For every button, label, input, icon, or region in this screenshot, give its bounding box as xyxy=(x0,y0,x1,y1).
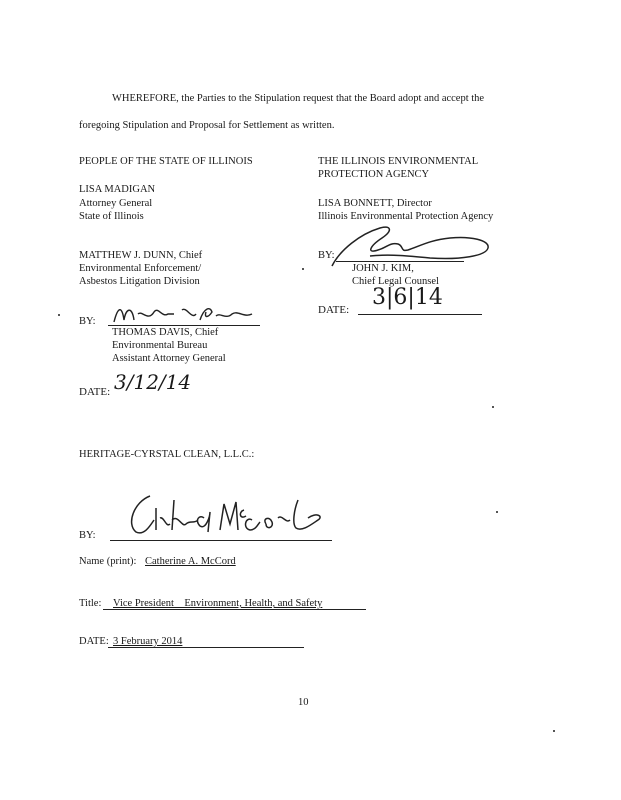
left-date-value: 3/12/14 xyxy=(114,370,192,394)
left-signer-line-3: Assistant Attorney General xyxy=(112,353,226,364)
left-ag-name: LISA MADIGAN xyxy=(79,184,156,195)
paragraph-line-1: WHEREFORE, the Parties to the Stipulation request that the Board adopt and accept the xyxy=(112,93,485,104)
scan-speck xyxy=(496,511,498,513)
right-date-line xyxy=(358,314,482,315)
right-director-org: Illinois Environmental Protection Agency xyxy=(318,211,494,222)
heritage-title-value: Vice President Environment, Health, and Safety xyxy=(113,598,323,609)
left-chief-line-3: Asbestos Litigation Division xyxy=(79,276,200,287)
right-signature-line xyxy=(336,261,464,262)
heritage-title-label: Title: xyxy=(79,598,102,609)
heritage-party-heading: HERITAGE-CYRSTAL CLEAN, L.L.C.: xyxy=(79,449,255,460)
heritage-date-line xyxy=(108,647,304,648)
right-party-heading-2: PROTECTION AGENCY xyxy=(318,169,430,180)
left-signature-line xyxy=(108,325,260,326)
scan-speck xyxy=(492,406,494,408)
right-date-value: 3|6|14 xyxy=(372,285,443,310)
right-date-label: DATE: xyxy=(318,304,350,316)
heritage-title-line xyxy=(103,609,366,610)
right-party-heading-1: THE ILLINOIS ENVIRONMENTAL xyxy=(318,156,479,167)
right-signer-title: Chief Legal Counsel xyxy=(352,276,439,287)
scan-speck xyxy=(58,314,60,316)
left-chief-line-2: Environmental Enforcement/ xyxy=(79,263,202,274)
left-signer-line-2: Environmental Bureau xyxy=(112,340,208,351)
heritage-date-value: 3 February 2014 xyxy=(113,636,183,647)
right-signer-name: JOHN J. KIM, xyxy=(352,263,414,274)
scan-speck xyxy=(553,730,555,732)
heritage-name-label: Name (print): xyxy=(79,556,137,567)
heritage-signature-line xyxy=(110,540,332,541)
left-chief-name: MATTHEW J. DUNN, Chief xyxy=(79,250,203,261)
right-by-label: BY: xyxy=(318,250,335,261)
heritage-by-label: BY: xyxy=(79,530,96,541)
right-director-name: LISA BONNETT, Director xyxy=(318,198,432,209)
left-party-heading: PEOPLE OF THE STATE OF ILLINOIS xyxy=(79,156,253,167)
heritage-name-value: Catherine A. McCord xyxy=(145,556,236,567)
paragraph-line-2: foregoing Stipulation and Proposal for Settlement as written. xyxy=(79,120,335,131)
left-ag-title: Attorney General xyxy=(79,198,153,209)
scan-speck xyxy=(302,268,304,270)
left-by-label: BY: xyxy=(79,316,96,327)
mccord-signature xyxy=(120,490,330,540)
left-date-label: DATE: xyxy=(79,386,111,398)
heritage-date-label: DATE: xyxy=(79,636,109,647)
left-ag-state: State of Illinois xyxy=(79,211,144,222)
left-signer-name: THOMAS DAVIS, Chief xyxy=(112,327,219,338)
page-number: 10 xyxy=(298,697,309,708)
